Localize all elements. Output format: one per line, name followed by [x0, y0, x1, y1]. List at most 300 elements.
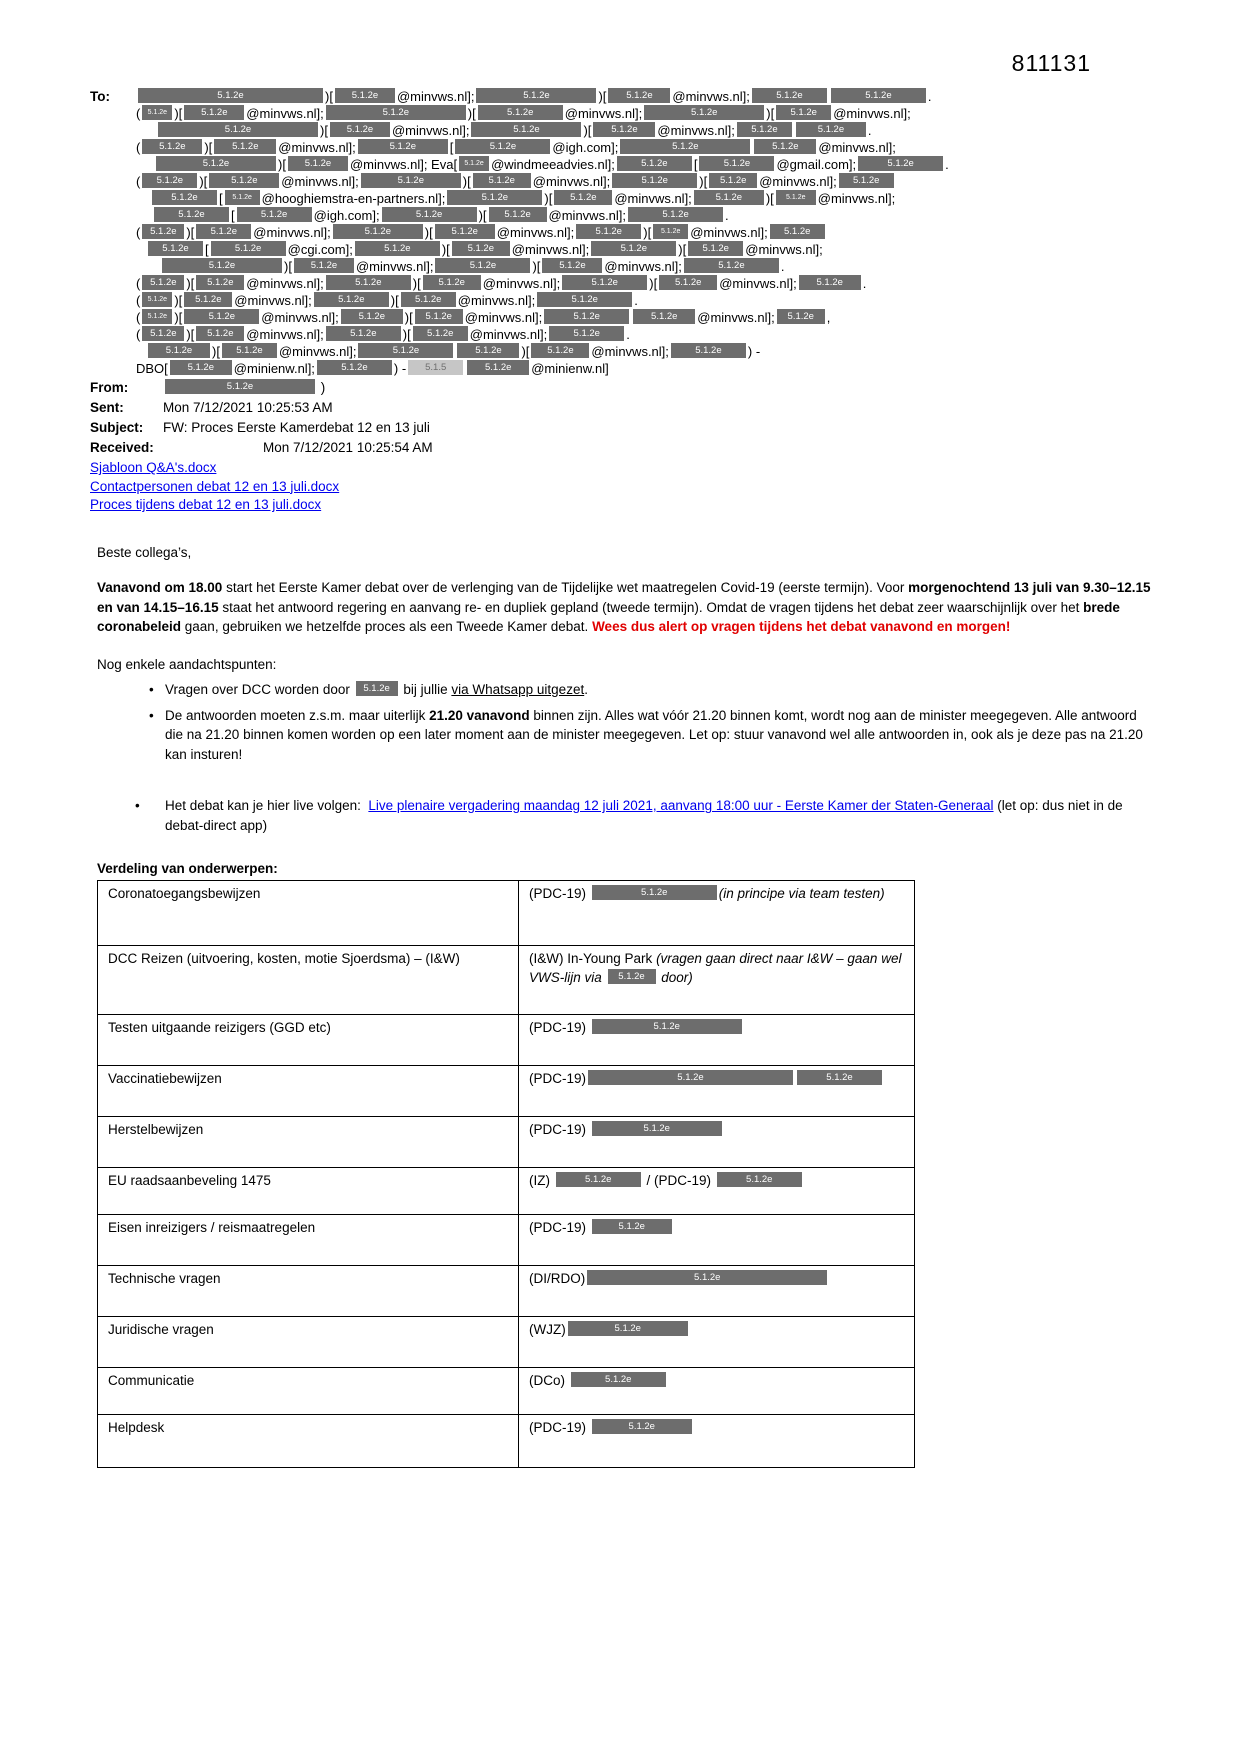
redaction-box: 5.1.2e: [592, 1019, 742, 1034]
redaction-box: 5.1.2e: [633, 309, 695, 324]
text: (I&W) In-Young Park: [529, 951, 657, 966]
text: @minvws.nl];: [246, 106, 324, 121]
text: @minvws.nl]; Eva[: [349, 157, 458, 172]
aandachtspunten-label: Nog enkele aandachtspunten:: [97, 656, 277, 672]
text: @minvws.nl];: [564, 106, 643, 121]
text: (let op: dus niet in de debat-direct app): [165, 798, 1123, 833]
italic-text: (vragen gaan direct naar I&W – gaan wel VWS-lijn via: [529, 951, 902, 985]
table-row: [98, 1168, 915, 1215]
text: (PDC-19): [529, 1122, 590, 1137]
text: @minvws.nl];: [278, 140, 356, 155]
text: @minvws.nl];: [281, 174, 359, 189]
redaction-box: 5.1.2e: [617, 156, 692, 171]
redaction-box: 5.1.2e: [142, 326, 184, 341]
redaction-box: 5.1.2e: [608, 88, 670, 103]
bullet-marker: •: [149, 707, 154, 723]
redaction-box: 5.1.2e: [467, 360, 529, 375]
to-recipient-line: [136, 343, 1155, 360]
text: @minvws.nl];: [246, 276, 324, 291]
subject-label: Subject:: [90, 420, 144, 435]
text: )[: [765, 191, 774, 206]
text: )[: [699, 174, 708, 189]
redaction-box: 5.1.2e: [148, 343, 210, 358]
redaction-box: 5.1.2e: [476, 88, 596, 103]
to-recipient-line: [136, 105, 1155, 122]
redaction-box: 5.1.2e: [184, 309, 259, 324]
redaction-box: 5.1.2e: [549, 326, 624, 341]
redaction-box: 5.1.2e: [170, 360, 232, 375]
text: (PDC-19): [529, 1220, 590, 1235]
live-debate-link[interactable]: Live plenaire vergadering maandag 12 juli 2021, aanvang 18:00 uur - Eerste Kamer der Staten-Generaal: [368, 798, 994, 813]
text: (: [136, 276, 141, 291]
redaction-box: 5.1.2e: [612, 173, 697, 188]
redaction-box-small: 5.1.2e: [225, 190, 260, 205]
text: bij jullie: [399, 682, 452, 697]
redaction-box: 5.1.2e: [288, 156, 348, 171]
text: @minvws.nl];: [672, 89, 750, 104]
text: @minvws.nl];: [464, 310, 543, 325]
to-recipients-block: [136, 88, 1155, 377]
table-row: [98, 1317, 915, 1368]
text: @minienw.nl];: [233, 361, 315, 376]
text: @minvws.nl];: [548, 208, 627, 223]
text: )[: [467, 106, 476, 121]
redaction-box: 5.1.2e: [222, 343, 277, 358]
text: .: [927, 89, 932, 104]
text: )[: [278, 157, 286, 172]
owner-cell: [519, 946, 915, 1015]
redaction-box: 5.1.2e: [620, 139, 750, 154]
redaction-box: 5.1.2e: [588, 1070, 793, 1085]
owner-cell: [519, 1015, 915, 1066]
text: (DI/RDO): [529, 1271, 586, 1286]
text: )[: [441, 242, 450, 257]
owner-cell: [519, 1415, 915, 1468]
bold-text: brede coronabeleid: [97, 599, 1120, 634]
table-row: [98, 1066, 915, 1117]
text: )[: [478, 208, 487, 223]
text: )[: [643, 225, 652, 240]
redaction-box: 5.1.2e: [401, 292, 456, 307]
topics-table-title: Verdeling van onderwerpen:: [97, 861, 278, 876]
text: )[: [186, 327, 195, 342]
text: .: [862, 276, 867, 291]
topic-cell: Technische vragen: [98, 1266, 519, 1317]
redaction-box: 5.1.2e: [330, 122, 390, 137]
topic-cell: Communicatie: [98, 1368, 519, 1415]
text: (PDC-19): [529, 1071, 587, 1086]
text: ,: [826, 310, 831, 325]
text: @minvws.nl];: [469, 327, 548, 342]
text: @minvws.nl];: [261, 310, 339, 325]
redaction-box: 5.1.2e: [237, 207, 312, 222]
text: (IZ): [529, 1173, 554, 1188]
text: )[: [320, 123, 328, 138]
text: )[: [583, 123, 592, 138]
redaction-box: 5.1.2e: [196, 224, 251, 239]
topic-cell: DCC Reizen (uitvoering, kosten, motie Sjoerdsma) – (I&W): [98, 946, 519, 1015]
redaction-box: 5.1.2e: [154, 207, 229, 222]
redaction-box: 5.1.2e: [478, 105, 563, 120]
redaction-box: 5.1.2e: [471, 122, 581, 137]
to-recipient-line: [136, 360, 1155, 377]
redaction-box: 5.1.2e: [165, 379, 315, 394]
text: @cgi.com];: [287, 242, 353, 257]
bold-text: morgenochtend 13 juli van 9.30–12.15 en van 14.15–16.15: [97, 580, 1151, 615]
text: )[: [678, 242, 687, 257]
text: @minvws.nl];: [246, 327, 324, 342]
text: (: [136, 106, 141, 121]
text: (PDC-19): [529, 886, 590, 901]
text: )[: [544, 191, 553, 206]
text: (: [136, 225, 141, 240]
redaction-box: 5.1.2e: [162, 258, 282, 273]
redaction-box: 5.1.2e: [544, 309, 629, 324]
text: (DCo): [529, 1373, 569, 1388]
redaction-box: 5.1.2e: [531, 343, 589, 358]
text: @hooghiemstra-en-partners.nl];: [261, 191, 446, 206]
text: (: [136, 310, 141, 325]
text: .: [945, 157, 949, 172]
text: @minvws.nl];: [614, 191, 692, 206]
redaction-box-small: 5.1.2e: [142, 105, 172, 120]
text: )[: [284, 259, 292, 274]
intro-paragraph: [97, 578, 1155, 637]
table-row: [98, 1368, 915, 1415]
redaction-box: 5.1.2e: [562, 275, 647, 290]
redaction-box: 5.1.2e: [152, 190, 217, 205]
owner-cell: [519, 1317, 915, 1368]
text: )[: [766, 106, 775, 121]
text: .: [634, 293, 638, 308]
redaction-box: 5.1.2e: [358, 139, 448, 154]
text: / (PDC-19): [642, 1173, 715, 1188]
text: start het Eerste Kamer debat over de verlenging van de Tijdelijke wet maatregelen Covid-19 (eerste termijn). Voor: [222, 580, 909, 595]
from-row: [90, 378, 1155, 397]
to-recipient-line: [136, 292, 1155, 309]
sent-value: Mon 7/12/2021 10:25:53 AM: [163, 400, 333, 415]
text: @minvws.nl];: [253, 225, 331, 240]
text: @minvws.nl];: [817, 191, 896, 206]
redaction-box: 5.1.2e: [333, 224, 423, 239]
italic-text: door): [657, 970, 693, 985]
text: @windmeeadvies.nl];: [491, 157, 615, 172]
redaction-box-small: 5.1.2e: [142, 309, 172, 324]
redaction-box: 5.1.2e: [341, 309, 403, 324]
redaction-box: 5.1.2e: [358, 343, 453, 358]
topic-cell: Herstelbewijzen: [98, 1117, 519, 1168]
redaction-box: 5.1.2e: [184, 292, 232, 307]
text: )[: [598, 89, 607, 104]
redaction-box: 5.1.2e: [148, 241, 203, 256]
text: ) -: [393, 361, 407, 376]
live-stream-bullet: [97, 796, 1125, 835]
text: (: [136, 140, 141, 155]
topics-table: [97, 880, 915, 1468]
redaction-box: 5.1.2e: [314, 292, 389, 307]
redaction-box: 5.1.2e: [158, 122, 318, 137]
to-recipient-line: [136, 88, 1155, 105]
redaction-box: 5.1.2e: [737, 122, 792, 137]
text: .: [626, 327, 630, 342]
redaction-box: 5.1.2e: [326, 105, 466, 120]
table-row: [98, 1215, 915, 1266]
text: De antwoorden moeten z.s.m. maar uiterlijk: [165, 707, 430, 723]
text: @minvws.nl];: [355, 259, 434, 274]
redaction-box: 5.1.2e: [294, 258, 354, 273]
text: [: [449, 140, 454, 155]
text: @minvws.nl];: [532, 174, 611, 189]
text: @minvws.nl];: [833, 106, 911, 121]
redaction-box-small: 5.1.2e: [776, 190, 816, 205]
redaction-box: 5.1.2e: [423, 275, 481, 290]
owner-cell: [519, 1168, 915, 1215]
redaction-box: 5.1.2e: [356, 681, 398, 696]
redaction-box: 5.1.2e: [209, 173, 279, 188]
text: @igh.com];: [552, 140, 619, 155]
text: [: [205, 242, 209, 257]
subject-value: FW: Proces Eerste Kamerdebat 12 en 13 juli: [163, 420, 430, 435]
redaction-box: 5.1.2e: [335, 88, 395, 103]
from-label: From:: [90, 380, 129, 395]
table-row: [98, 881, 915, 946]
text: @minvws.nl];: [759, 174, 837, 189]
redaction-box: 5.1.2e: [592, 1419, 692, 1434]
owner-cell: [519, 881, 915, 946]
to-recipient-line: [136, 241, 1155, 258]
page-number: 811131: [1011, 50, 1091, 76]
text: @minvws.nl];: [719, 276, 797, 291]
owner-cell: [519, 1368, 915, 1415]
redaction-box: 5.1.2e: [542, 258, 602, 273]
bold-text: Vanavond om 18.00: [97, 580, 223, 595]
attachment-link[interactable]: Sjabloon Q&A's.docx: [90, 460, 217, 475]
text: )[: [199, 174, 208, 189]
text: @minienw.nl]: [531, 361, 609, 376]
text: )[: [412, 276, 421, 291]
text: @minvws.nl];: [396, 89, 475, 104]
text: )[: [462, 174, 471, 189]
redaction-box: 5.1.2e: [568, 1321, 688, 1336]
redaction-box: 5.1.2e: [156, 156, 276, 171]
redaction-box: 5.1.2e: [592, 885, 717, 900]
redaction-box: 5.1.2e: [556, 1172, 641, 1187]
sent-row: [90, 398, 1155, 417]
redaction-box: 5.1.2e: [211, 241, 286, 256]
to-recipient-line: [136, 207, 1155, 224]
redaction-box: 5.1.2e: [799, 275, 861, 290]
text: @minvws.nl];: [234, 293, 312, 308]
redaction-box: 5.1.2e: [717, 1172, 802, 1187]
text: @minvws.nl];: [697, 310, 775, 325]
redaction-box: 5.1.2e: [214, 139, 276, 154]
text: )[: [649, 276, 658, 291]
italic-text: (in principe via team testen): [718, 886, 885, 901]
redaction-box: 5.1.2e: [455, 139, 550, 154]
text: (WJZ): [529, 1322, 566, 1337]
redaction-box: 5.1.2e: [382, 207, 477, 222]
to-recipient-line: [136, 258, 1155, 275]
redaction-box: 5.1.2e: [473, 173, 531, 188]
text: .: [584, 682, 588, 697]
redaction-box: 5.1.2e: [587, 1270, 827, 1285]
topic-cell: EU raadsaanbeveling 1475: [98, 1168, 519, 1215]
text: )[: [532, 259, 541, 274]
redaction-box: 5.1.2e: [142, 275, 184, 290]
redaction-box: 5.1.2e: [591, 241, 676, 256]
redaction-box-small: 5.1.2e: [142, 292, 172, 307]
bold-text: 21.20 vanavond: [429, 707, 530, 723]
text: @minvws.nl];: [657, 123, 735, 138]
text: @minvws.nl];: [591, 344, 669, 359]
text: @minvws.nl];: [278, 344, 357, 359]
redaction-box: 5.1.2e: [457, 343, 519, 358]
text: )[: [325, 89, 333, 104]
received-label: Received:: [90, 440, 154, 455]
redaction-box: 5.1.2e: [831, 88, 926, 103]
text: (: [136, 293, 141, 308]
text: .: [780, 259, 785, 274]
topic-cell: Eisen inreizigers / reismaatregelen: [98, 1215, 519, 1266]
text: (PDC-19): [529, 1420, 590, 1435]
text: [: [693, 157, 698, 172]
bullet-item: [97, 706, 1155, 765]
redaction-box: 5.1.2e: [659, 275, 717, 290]
text: @minvws.nl];: [604, 259, 682, 274]
redaction-box: 5.1.2e: [628, 207, 723, 222]
redaction-box: 5.1.2e: [752, 88, 827, 103]
text: )[: [521, 344, 530, 359]
text: @minvws.nl];: [818, 140, 896, 155]
redaction-box-light: 5.1.5: [408, 360, 463, 375]
redaction-box: 5.1.2e: [142, 173, 197, 188]
redaction-box: 5.1.2e: [694, 190, 764, 205]
text: [: [231, 208, 235, 223]
topic-cell: Coronatoegangsbewijzen: [98, 881, 519, 946]
redaction-box: 5.1.2e: [196, 326, 244, 341]
to-recipient-line: [136, 190, 1155, 207]
text: )[: [174, 293, 183, 308]
attachment-list: [90, 459, 1155, 515]
redaction-box: 5.1.2e: [592, 1121, 722, 1136]
redaction-box: 5.1.2e: [709, 173, 757, 188]
to-recipient-line: [136, 326, 1155, 343]
redaction-box: 5.1.2e: [184, 105, 244, 120]
redaction-box: 5.1.2e: [770, 224, 825, 239]
text: Vragen over DCC worden door: [165, 682, 354, 697]
received-row: [90, 438, 1155, 457]
redaction-box: 5.1.2e: [142, 139, 202, 154]
bullet-item: [97, 680, 1155, 700]
text: )[: [404, 310, 413, 325]
redaction-box: 5.1.2e: [447, 190, 542, 205]
redaction-box: 5.1.2e: [326, 275, 411, 290]
sent-label: Sent:: [90, 400, 124, 415]
redaction-box: 5.1.2e: [452, 241, 510, 256]
text: @minvws.nl];: [457, 293, 536, 308]
attachment-link[interactable]: Contactpersonen debat 12 en 13 juli.docx: [90, 478, 340, 494]
to-recipient-line: [136, 224, 1155, 241]
bullet-marker: •: [135, 798, 140, 813]
text: .: [867, 123, 872, 138]
text: ): [317, 380, 326, 395]
alert-text: Wees dus alert op vragen tijdens het debat vanavond en morgen!: [592, 619, 1011, 634]
text: )[: [174, 310, 183, 325]
to-label: To:: [90, 89, 110, 104]
redaction-box: 5.1.2e: [435, 258, 530, 273]
text: staat het antwoord regering en aanvang re- en dupliek gepland (tweede termijn). Omdat de vragen tijdens het debat zeer waarschijnlijk over het: [218, 599, 1084, 615]
redaction-box: 5.1.2e: [671, 343, 746, 358]
redaction-box: 5.1.2e: [688, 241, 743, 256]
redaction-box: 5.1.2e: [839, 173, 894, 188]
table-row: [98, 1117, 915, 1168]
owner-cell: [519, 1117, 915, 1168]
table-row: [98, 1015, 915, 1066]
redaction-box: 5.1.2e: [435, 224, 495, 239]
text: [: [219, 191, 223, 206]
redaction-box: 5.1.2e: [196, 275, 244, 290]
text: )[: [390, 293, 399, 308]
greeting: Beste collega’s,: [97, 544, 192, 560]
redaction-box: 5.1.2e: [355, 241, 440, 256]
redaction-box: 5.1.2e: [797, 1070, 882, 1085]
text: @minvws.nl];: [496, 225, 575, 240]
topic-cell: Vaccinatiebewijzen: [98, 1066, 519, 1117]
underline-text: via Whatsapp uitgezet: [451, 682, 585, 697]
redaction-box: 5.1.2e: [361, 173, 461, 188]
redaction-box: 5.1.2e: [554, 190, 612, 205]
table-row: [98, 1266, 915, 1317]
received-value: Mon 7/12/2021 10:25:54 AM: [263, 440, 433, 455]
table-row: [98, 1415, 915, 1468]
redaction-box: 5.1.2e: [754, 139, 816, 154]
redaction-box: 5.1.2e: [413, 326, 468, 341]
text: @minvws.nl];: [690, 225, 768, 240]
from-value: [163, 380, 325, 395]
topic-cell: Helpdesk: [98, 1415, 519, 1468]
redaction-box: 5.1.2e: [415, 309, 463, 324]
to-recipient-line: [136, 309, 1155, 326]
bullet-marker: •: [149, 682, 154, 697]
text: (: [136, 327, 141, 342]
redaction-box: 5.1.2e: [571, 1372, 666, 1387]
redaction-box: 5.1.2e: [576, 224, 641, 239]
redaction-box: 5.1.2e: [326, 326, 401, 341]
redaction-box: 5.1.2e: [796, 122, 866, 137]
text: )[: [186, 225, 195, 240]
topic-cell: Testen uitgaande reizigers (GGD etc): [98, 1015, 519, 1066]
to-recipient-line: [136, 173, 1155, 190]
redaction-box: 5.1.2e: [776, 105, 831, 120]
topic-cell: Juridische vragen: [98, 1317, 519, 1368]
text: )[: [204, 140, 213, 155]
bullet-list: [97, 680, 1155, 764]
redaction-box: 5.1.2e: [608, 969, 656, 984]
redaction-box: 5.1.2e: [317, 360, 392, 375]
attachment-link[interactable]: Proces tijdens debat 12 en 13 juli.docx: [90, 497, 322, 512]
subject-row: [90, 418, 1155, 437]
redaction-box: 5.1.2e: [777, 309, 825, 324]
text: @minvws.nl];: [482, 276, 561, 291]
text: )[: [212, 344, 220, 359]
text: )[: [402, 327, 411, 342]
redaction-box-small: 5.1.2e: [653, 224, 688, 239]
email-header: [90, 88, 1155, 457]
table-row: [98, 946, 915, 1015]
redaction-box: 5.1.2e: [684, 258, 779, 273]
redaction-box: 5.1.2e: [858, 156, 943, 171]
to-row: [90, 88, 1155, 377]
